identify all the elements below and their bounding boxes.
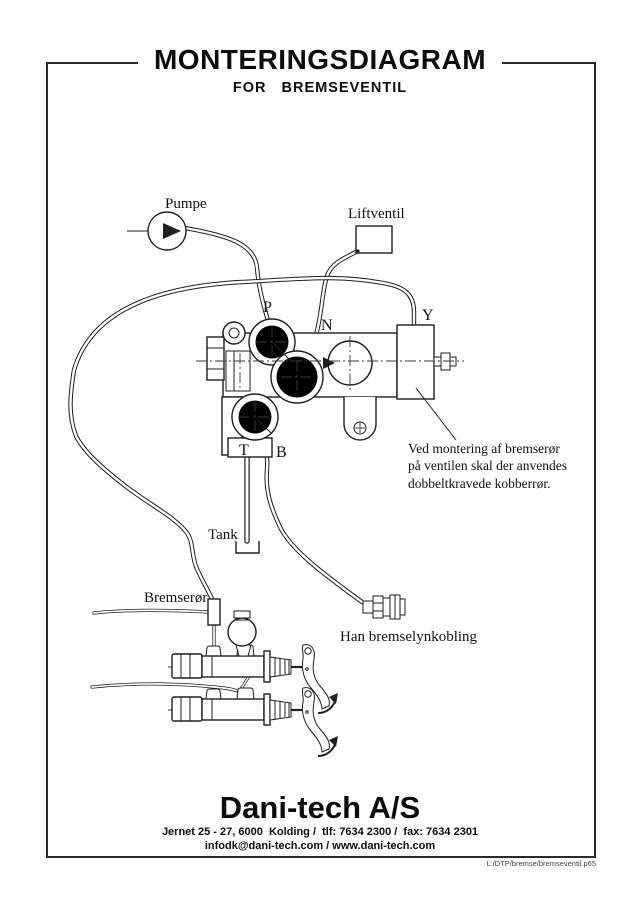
quick-coupling-label: Han bremselynkobling: [340, 629, 478, 645]
mounting-note: [408, 440, 583, 492]
brake-valve-block: [196, 319, 464, 457]
port-n-label: N: [321, 317, 333, 334]
file-reference: L:/DTP/bremse/bremseventil.p65: [486, 859, 596, 868]
company-contact: infodk@dani-tech.com / www.dani-tech.com: [204, 840, 436, 852]
note-line-2: på ventilen skal der anvendes: [408, 458, 567, 474]
spool-housing: [226, 351, 250, 391]
pump-label: Pumpe: [165, 196, 207, 212]
note-leader-line: [416, 388, 456, 440]
page-title: MONTERINGSDIAGRAM: [138, 44, 502, 76]
hex-plug: [207, 337, 224, 380]
port-p-label: P: [263, 299, 272, 316]
pump-symbol: [127, 212, 186, 250]
tank-label: Tank: [208, 527, 238, 543]
tube-brake-pipe-upper: [94, 610, 208, 613]
note-line-1: Ved montering af bremserør: [408, 441, 560, 456]
quick-coupling-fitting: [363, 595, 405, 619]
solenoid-block: [397, 325, 434, 399]
brake-pipe-label: Bremserør: [144, 590, 208, 606]
port-t-label: T: [239, 442, 249, 459]
title-row: [0, 44, 640, 76]
master-cylinder-lower: [168, 688, 338, 756]
lift-valve-box: [356, 226, 392, 253]
lift-valve-port-dot: [356, 249, 359, 252]
lift-valve-label: Liftventil: [348, 206, 405, 222]
port-b-label: B: [276, 444, 287, 461]
note-line-3: dobbeltkravede kobberrør.: [408, 475, 551, 491]
port-y-label: Y: [422, 307, 434, 324]
company-address: Jernet 25 - 27, 6000 Kolding / tlf: 7634 2300 / fax: 7634 2301: [161, 826, 479, 838]
page-subtitle: FOR BREMSEVENTIL: [232, 80, 408, 96]
company-name: Dani-tech A/S: [219, 790, 421, 825]
mounting-ear: [223, 322, 245, 344]
pipe-junction: [208, 599, 220, 625]
solenoid-fitting: [434, 353, 456, 370]
